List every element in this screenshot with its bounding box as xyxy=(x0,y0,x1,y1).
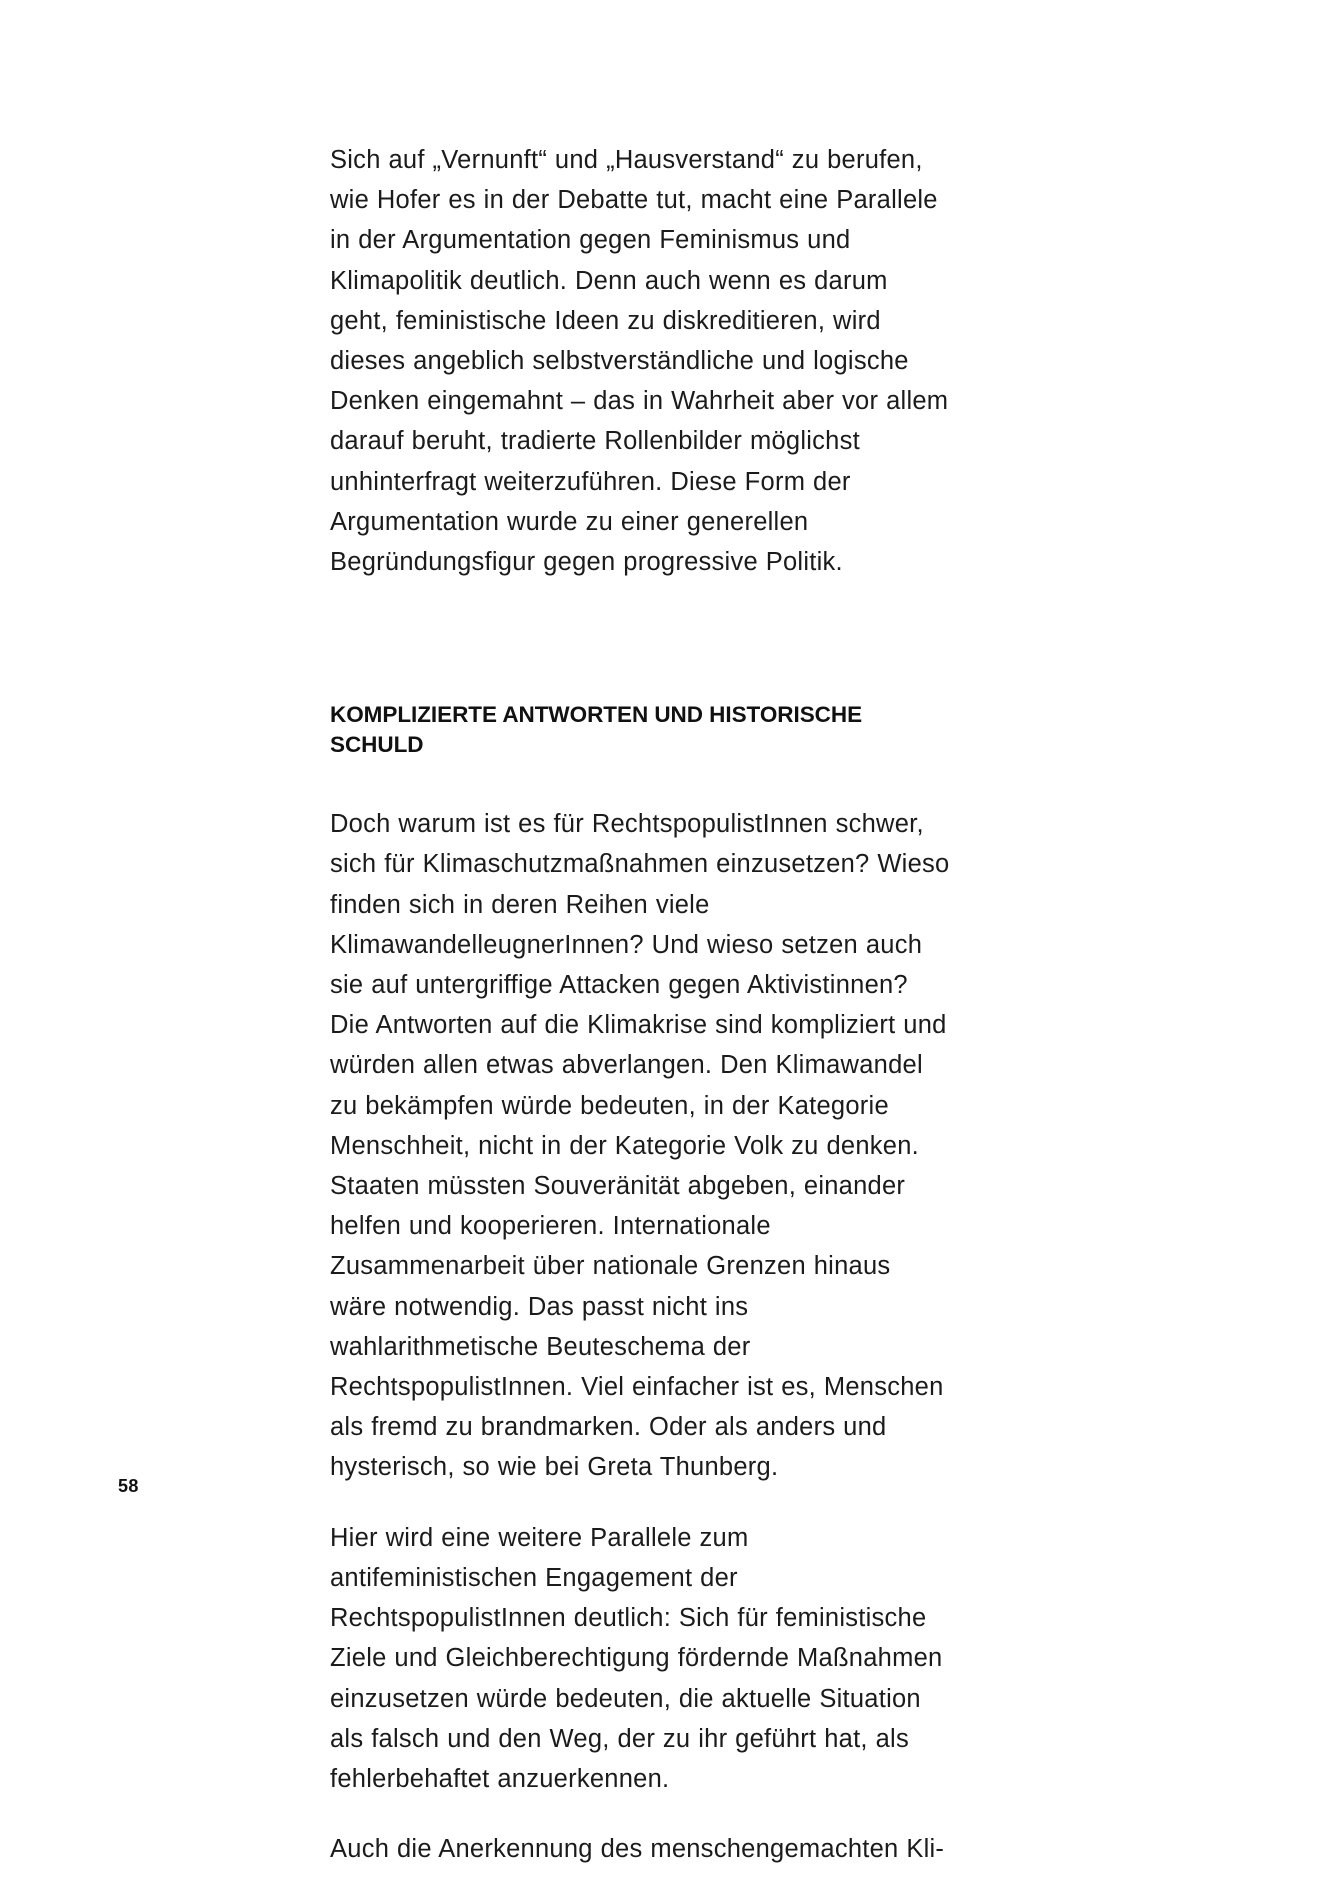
spacer xyxy=(330,1488,950,1518)
spacer xyxy=(330,582,950,700)
spacer xyxy=(330,1799,950,1829)
paragraph-body-2: Hier wird eine weitere Parallele zum antifeministischen Engagement der RechtspopulistInnen deutlich: Sich für feministische Ziele und Gleichberechtigung fördernde Maßnahmen einzusetzen würde bedeuten, die aktuelle Situation als falsch und den Weg, der zu ihr geführt hat, als fehlerbehaftet anzuerkennen. xyxy=(330,1523,943,1793)
paragraph-body-1: Doch warum ist es für RechtspopulistInnen schwer, sich für Klimaschutzmaßnahmen einzusetzen? Wieso finden sich in deren Reihen viele KlimawandelleugnerInnen? Und wieso setzen auch sie auf untergriffige Attacken gegen Aktivistinnen? Die Antworten auf die Klimakrise sind kompliziert und würden allen etwas abverlangen. Den Klimawandel zu bekämpfen würde bedeuten, in der Kategorie Menschheit, nicht in der Kategorie Volk zu denken. Staaten müssten Souveränität abgeben, einander helfen und kooperieren. Internationale Zusammenarbeit über nationale Grenzen hinaus wäre notwendig. Das passt nicht ins wahlarithmetische Beuteschema der RechtspopulistInnen. Viel einfacher ist es, Menschen als fremd zu brandmarken. Oder als anders und hysterisch, so wie bei Greta Thunberg. xyxy=(330,810,950,1482)
paragraph-intro: Sich auf „Vernunft“ und „Hausverstand“ zu berufen, wie Hofer es in der Debatte tut, macht eine Parallele in der Argumentation gegen Feminismus und Klimapolitik deutlich. Denn auch wenn es darum geht, feministische Ideen zu diskreditieren, wird dieses angeblich selbstverständliche und logische Denken eingemahnt – das in Wahrheit aber vor allem darauf beruht, tradierte Rollenbilder möglichst unhinterfragt weiterzuführen. Diese Form der Argumentation wurde zu einer generellen Begründungsfigur gegen progressive Politik. xyxy=(330,146,949,577)
page-number: 58 xyxy=(118,1476,139,1496)
paragraph-body-3: Auch die Anerkennung des menschengemachten Kli- xyxy=(330,1835,945,1864)
text-column xyxy=(330,140,950,1869)
section-heading: KOMPLIZIERTE ANTWORTEN UND HISTORISCHE SCHULD xyxy=(330,702,863,758)
spacer xyxy=(330,760,950,804)
